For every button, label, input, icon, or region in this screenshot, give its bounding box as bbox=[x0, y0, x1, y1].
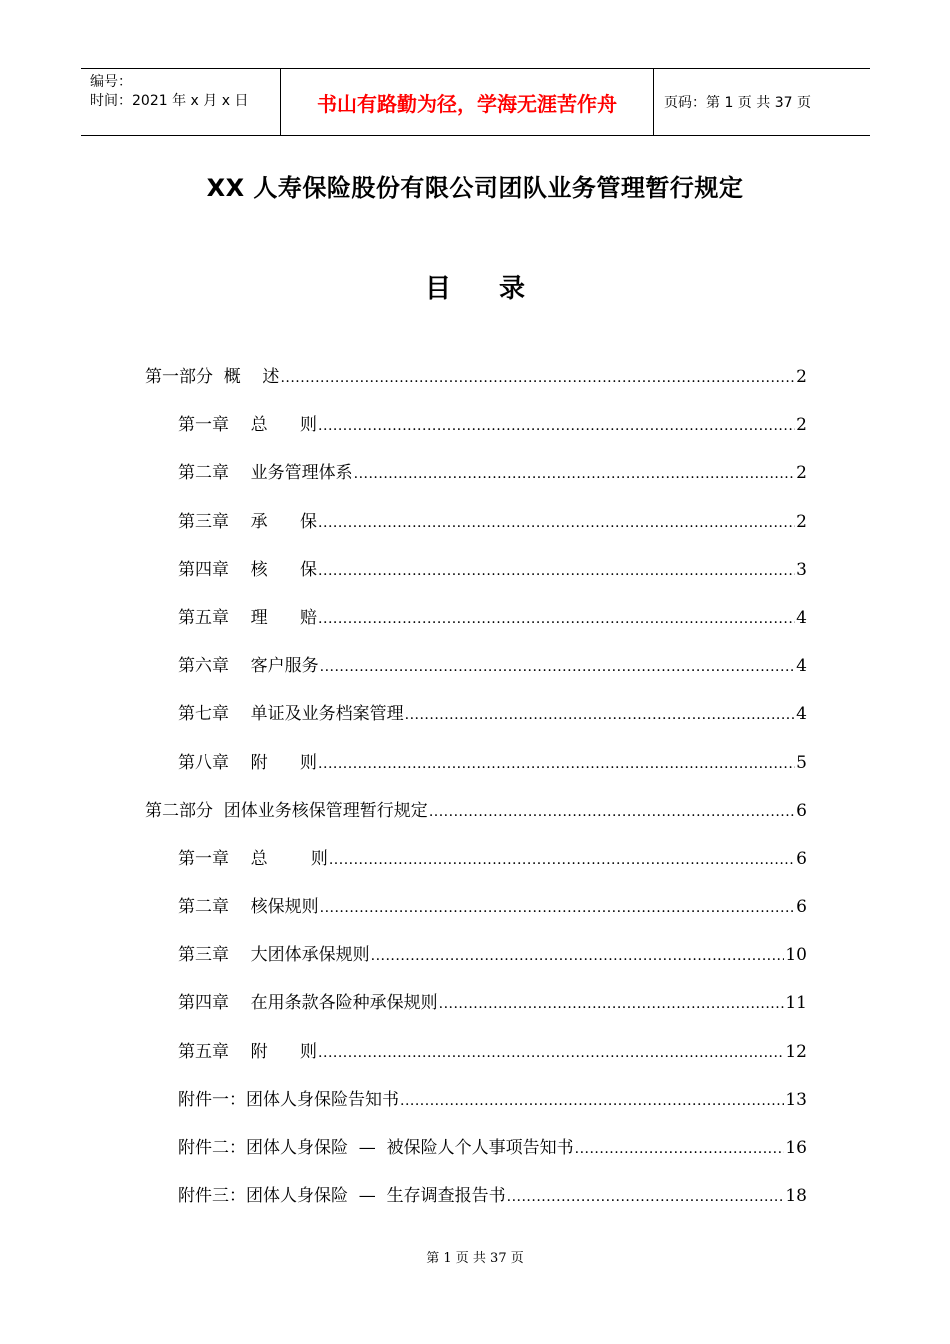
toc-entry-label: 第二章 核保规则 bbox=[178, 897, 319, 918]
toc-leader-dots bbox=[320, 659, 796, 675]
toc-entry[interactable] bbox=[145, 603, 807, 651]
toc-entry[interactable] bbox=[145, 362, 807, 410]
toc-entry-label: 第二部分 团体业务核保管理暂行规定 bbox=[145, 800, 428, 821]
toc-leader-dots bbox=[329, 852, 795, 868]
number-label: 编号： bbox=[90, 74, 132, 90]
toc-entry-label: 第一章 总 则 bbox=[178, 848, 328, 869]
toc-entry[interactable] bbox=[145, 458, 807, 506]
toc-entry-page: 2 bbox=[796, 511, 807, 532]
toc-entry-label: 第三章 大团体承保规则 bbox=[178, 945, 370, 966]
toc-entry-page: 6 bbox=[796, 848, 807, 869]
toc-entry[interactable] bbox=[145, 1037, 807, 1085]
toc-entry[interactable] bbox=[145, 844, 807, 892]
toc-entry-page: 4 bbox=[796, 607, 807, 628]
toc-entry[interactable] bbox=[145, 1133, 807, 1181]
toc-entry-page: 4 bbox=[796, 656, 807, 677]
toc-entry[interactable] bbox=[145, 1181, 807, 1229]
toc-entry-label: 附件二：团体人身保险 — 被保险人个人事项告知书 bbox=[178, 1138, 574, 1158]
toc-entry-label: 第六章 客户服务 bbox=[178, 656, 319, 677]
toc-entry-page: 5 bbox=[796, 752, 807, 773]
header-page-info: 页码：第 1 页 共 37 页 bbox=[664, 95, 811, 111]
toc-entry-page: 4 bbox=[796, 704, 807, 725]
toc-entry[interactable] bbox=[145, 940, 807, 988]
time-label: 时间：2021 年 x 月 x 日 bbox=[90, 93, 249, 109]
toc-entry[interactable] bbox=[145, 699, 807, 747]
toc-entry-page: 13 bbox=[785, 1089, 807, 1110]
toc-leader-dots bbox=[318, 563, 795, 579]
toc-entry-label: 第八章 附 则 bbox=[178, 752, 318, 773]
toc-entry[interactable] bbox=[145, 748, 807, 796]
toc-entry-label: 第七章 单证及业务档案管理 bbox=[178, 704, 404, 725]
toc-entry[interactable] bbox=[145, 796, 807, 844]
toc-leader-dots bbox=[354, 466, 796, 482]
toc-entry-label: 第五章 理 赔 bbox=[178, 607, 318, 628]
toc-entry-page: 6 bbox=[796, 897, 807, 918]
toc-entry[interactable] bbox=[145, 1085, 807, 1133]
toc-entry-label: 第五章 附 则 bbox=[178, 1041, 318, 1062]
toc-leader-dots bbox=[400, 1093, 784, 1109]
table-of-contents bbox=[145, 362, 807, 1229]
toc-entry[interactable] bbox=[145, 507, 807, 555]
toc-leader-dots bbox=[318, 611, 795, 627]
toc-entry[interactable] bbox=[145, 555, 807, 603]
toc-leader-dots bbox=[318, 756, 795, 772]
toc-entry[interactable] bbox=[145, 988, 807, 1036]
toc-entry[interactable] bbox=[145, 892, 807, 940]
toc-entry[interactable] bbox=[145, 651, 807, 699]
toc-entry-label: 第一章 总 则 bbox=[178, 415, 318, 436]
page-footer: 第 1 页 共 37 页 bbox=[426, 1251, 524, 1266]
toc-entry-label: 第四章 在用条款各险种承保规则 bbox=[178, 993, 438, 1014]
toc-entry-page: 3 bbox=[796, 559, 807, 580]
toc-entry-label: 第二章 业务管理体系 bbox=[178, 463, 353, 484]
toc-entry-page: 12 bbox=[785, 1041, 807, 1062]
toc-leader-dots bbox=[507, 1189, 785, 1205]
toc-heading: 目录 bbox=[424, 274, 573, 304]
toc-leader-dots bbox=[439, 996, 785, 1012]
toc-entry-page: 11 bbox=[785, 993, 807, 1014]
toc-entry-page: 18 bbox=[785, 1186, 807, 1207]
toc-leader-dots bbox=[429, 804, 795, 820]
toc-leader-dots bbox=[320, 900, 796, 916]
toc-entry-page: 2 bbox=[796, 367, 807, 387]
toc-leader-dots bbox=[575, 1141, 785, 1157]
toc-leader-dots bbox=[318, 418, 795, 434]
toc-leader-dots bbox=[405, 707, 796, 723]
toc-entry-label: 第四章 核 保 bbox=[178, 559, 318, 580]
toc-leader-dots bbox=[318, 515, 795, 531]
document-title: XX 人寿保险股份有限公司团队业务管理暂行规定 bbox=[206, 174, 744, 202]
header-meta-cell bbox=[81, 69, 281, 135]
toc-entry-label: 第三章 承 保 bbox=[178, 511, 318, 532]
toc-entry-label: 附件一：团体人身保险告知书 bbox=[178, 1089, 399, 1110]
toc-entry-label: 附件三：团体人身保险 — 生存调查报告书 bbox=[178, 1186, 506, 1207]
toc-leader-dots bbox=[280, 370, 795, 386]
toc-entry-page: 10 bbox=[785, 945, 807, 966]
page-header-table bbox=[81, 68, 870, 136]
toc-entry[interactable] bbox=[145, 410, 807, 458]
toc-entry-page: 16 bbox=[785, 1138, 807, 1158]
toc-entry-page: 2 bbox=[796, 463, 807, 484]
toc-entry-page: 6 bbox=[796, 800, 807, 821]
toc-leader-dots bbox=[318, 1045, 784, 1061]
header-motto: 书山有路勤为径，学海无涯苦作舟 bbox=[281, 69, 654, 135]
toc-entry-label: 第一部分 概 述 bbox=[145, 367, 280, 387]
toc-leader-dots bbox=[371, 948, 785, 964]
toc-entry-page: 2 bbox=[796, 415, 807, 436]
